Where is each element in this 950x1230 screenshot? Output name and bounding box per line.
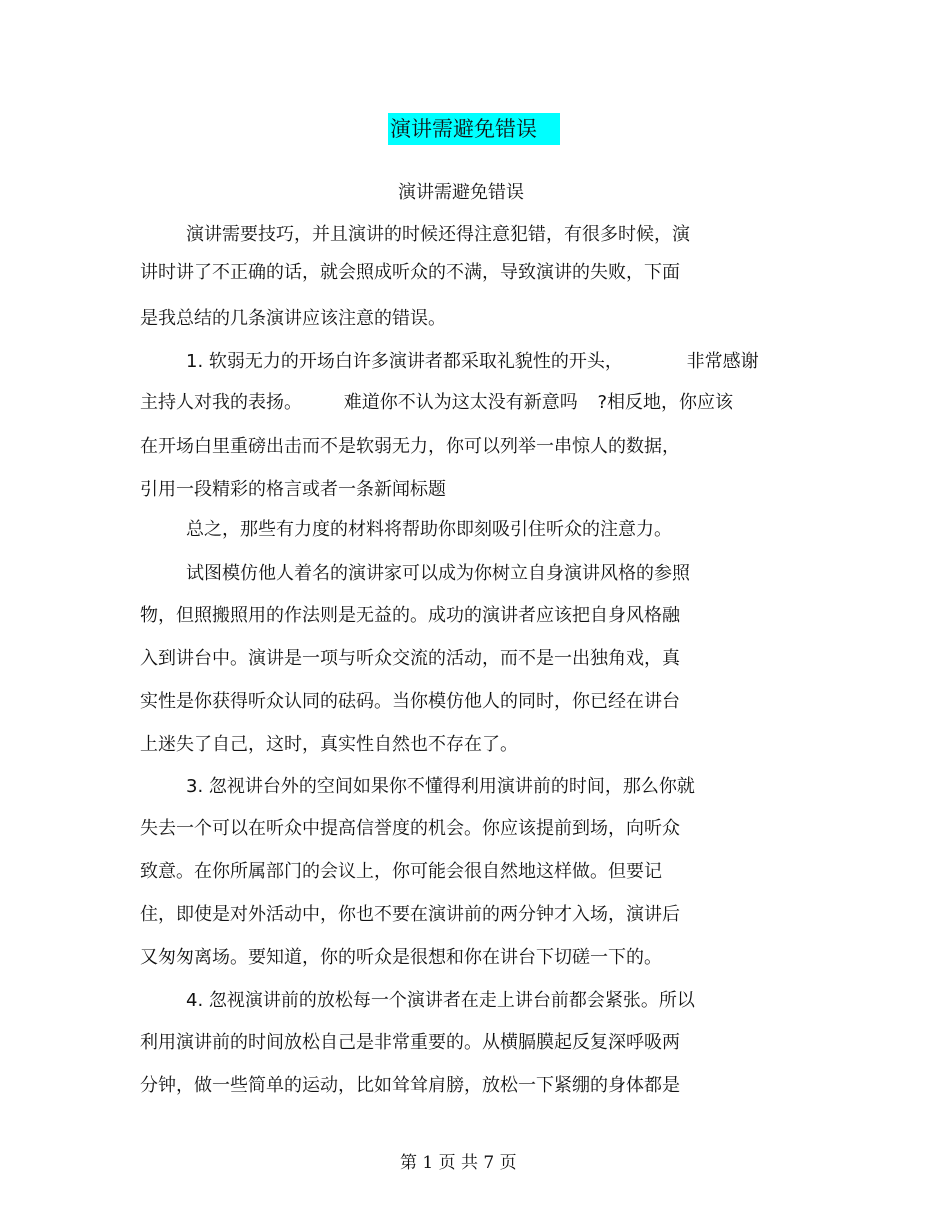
paragraph-line: 实性是你获得听众认同的砝码。当你模仿他人的同时，你已经在讲台 [140,691,680,712]
paragraph-line: 演讲需要技巧，并且演讲的时候还得注意犯错，有很多时候，演 [186,224,690,245]
paragraph-line: 入到讲台中。演讲是一项与听众交流的活动，而不是一出独角戏，真 [140,648,680,669]
paragraph-line: 利用演讲前的时间放松自己是非常重要的。从横膈膜起反复深呼吸两 [140,1032,680,1053]
paragraph-line-segment: 1. 软弱无力的开场白许多演讲者都采取礼貌性的开头， [186,351,623,372]
paragraph-line: 是我总结的几条演讲应该注意的错误。 [140,308,446,329]
paragraph-line: 讲时讲了不正确的话，就会照成听众的不满，导致演讲的失败，下面 [140,262,680,283]
page-title: 演讲需避免错误 [388,113,560,145]
paragraph-line: 又匆匆离场。要知道，你的听众是很想和你在讲台下切磋一下的。 [140,947,662,968]
paragraph-line [140,390,733,416]
paragraph-line: 致意。在你所属部门的会议上，你可能会很自然地这样做。但要记 [140,861,662,882]
paragraph-line: 住，即使是对外活动中，你也不要在演讲前的两分钟才入场，演讲后 [140,904,680,925]
paragraph-line-segment: 主持人对我的表扬。 [140,392,302,413]
paragraph-line: 物，但照搬照用的作法则是无益的。成功的演讲者应该把自身风格融 [140,605,680,626]
document-subtitle: 演讲需避免错误 [398,182,524,203]
paragraph-line: 在开场白里重磅出击而不是软弱无力，你可以列举一串惊人的数据， [140,436,680,457]
paragraph-line: 3. 忽视讲台外的空间如果你不懂得利用演讲前的时间，那么你就 [186,776,695,797]
paragraph-line: 4. 忽视演讲前的放松每一个演讲者在走上讲台前都会紧张。所以 [186,990,695,1011]
paragraph-line: 上迷失了自己，这时，真实性自然也不存在了。 [140,734,518,755]
paragraph-line: 总之，那些有力度的材料将帮助你即刻吸引住听众的注意力。 [186,519,672,540]
page-footer: 第 1 页 共 7 页 [400,1153,517,1173]
paragraph-line: 分钟，做一些简单的运动，比如耸耸肩膀，放松一下紧绷的身体都是 [140,1075,680,1096]
paragraph-line-segment: 非常感谢 [686,351,759,372]
paragraph-line [186,349,759,375]
paragraph-line: 引用一段精彩的格言或者一条新闻标题 [140,479,446,500]
paragraph-line-segment: ?相反地，你应该 [597,392,734,413]
paragraph-line-segment: 难道你不认为这太没有新意吗 [343,392,578,413]
paragraph-line: 试图模仿他人着名的演讲家可以成为你树立自身演讲风格的参照 [186,563,690,584]
paragraph-line: 失去一个可以在听众中提高信誉度的机会。你应该提前到场，向听众 [140,818,680,839]
